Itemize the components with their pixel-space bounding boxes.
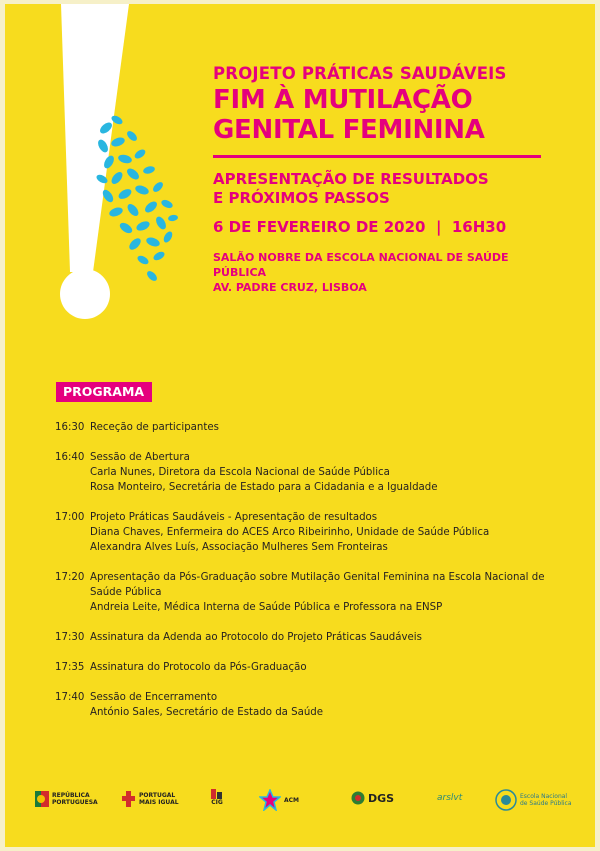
schedule-speaker: Rosa Monteiro, Secretária de Estado para a Cidadania e a Igualdade <box>90 482 438 493</box>
poster <box>5 4 595 847</box>
schedule-speaker: Alexandra Alves Luís, Associação Mulheres Sem Fronteiras <box>90 542 388 553</box>
venue-line-2: AV. PADRE CRUZ, LISBOA <box>213 281 367 294</box>
schedule-title: Sessão de Encerramento <box>90 692 218 703</box>
ensp-logo: Escola Nacional de Saúde Pública <box>495 789 572 811</box>
schedule-item <box>55 690 555 720</box>
header <box>213 64 543 295</box>
schedule-speaker: Carla Nunes, Diretora da Escola Nacional de Saúde Pública <box>90 467 390 478</box>
schedule-title: Assinatura do Protocolo da Pós-Graduação <box>90 662 307 673</box>
schedule-title: Apresentação da Pós-Graduação sobre Mutilação Genital Feminina na Escola Nacional de Saúde Pública <box>90 572 545 598</box>
schedule-time: 17:35 <box>55 662 85 673</box>
schedule-item <box>55 570 555 615</box>
subtitle-line-2: E PRÓXIMOS PASSOS <box>213 189 390 207</box>
schedule-time: 16:40 <box>55 452 85 463</box>
acm-logo: ACM <box>259 789 299 811</box>
schedule-speaker: Andreia Leite, Médica Interna de Saúde Pública e Professora na ENSP <box>90 602 443 613</box>
event-date: 6 DE FEVEREIRO DE 2020 | 16H30 <box>213 218 507 236</box>
cig-logo: CIG <box>211 789 223 806</box>
title-line-2: GENITAL FEMININA <box>213 115 485 145</box>
schedule-time: 17:30 <box>55 632 85 643</box>
schedule-item <box>55 630 555 645</box>
exclamation-dot <box>60 269 110 319</box>
project-name: PROJETO PRÁTICAS SAUDÁVEIS <box>213 64 507 83</box>
dgs-icon <box>351 791 365 805</box>
venue-line-1: SALÃO NOBRE DA ESCOLA NACIONAL DE SAÚDE PÚBLICA <box>213 251 509 279</box>
header-divider <box>213 155 541 158</box>
coat-of-arms-icon <box>35 791 49 807</box>
schedule <box>55 420 555 735</box>
schedule-title: Projeto Práticas Saudáveis - Apresentação de resultados <box>90 512 378 523</box>
acm-star-icon <box>259 789 281 811</box>
ars-lvt-logo: arslvt <box>437 793 463 803</box>
schedule-speaker: Diana Chaves, Enfermeira do ACES Arco Ribeirinho, Unidade de Saúde Pública <box>90 527 490 538</box>
exclamation-illustration <box>5 4 205 349</box>
schedule-item <box>55 510 555 555</box>
cig-icon <box>211 789 223 799</box>
schedule-time: 16:30 <box>55 422 85 433</box>
schedule-title: Sessão de Abertura <box>90 452 190 463</box>
schedule-speaker: António Sales, Secretário de Estado da Saúde <box>90 707 324 718</box>
schedule-item <box>55 420 555 435</box>
portugal-mais-igual-logo: PORTUGAL MAIS IGUAL <box>122 791 179 807</box>
schedule-title: Receção de participantes <box>90 422 219 433</box>
dgs-logo: DGS <box>351 791 394 805</box>
schedule-item <box>55 450 555 495</box>
schedule-title: Assinatura da Adenda ao Protocolo do Projeto Práticas Saudáveis <box>90 632 422 643</box>
title-line-1: FIM À MUTILAÇÃO <box>213 85 473 115</box>
partner-logos <box>5 787 595 827</box>
republica-portuguesa-logo: REPÚBLICA PORTUGUESA <box>35 791 98 807</box>
plus-icon <box>122 791 136 807</box>
ensp-emblem-icon <box>495 789 517 811</box>
subtitle-line-1: APRESENTAÇÃO DE RESULTADOS <box>213 170 489 188</box>
schedule-item <box>55 660 555 675</box>
schedule-time: 17:00 <box>55 512 85 523</box>
programa-badge: PROGRAMA <box>56 382 152 402</box>
schedule-time: 17:20 <box>55 572 85 583</box>
schedule-time: 17:40 <box>55 692 85 703</box>
